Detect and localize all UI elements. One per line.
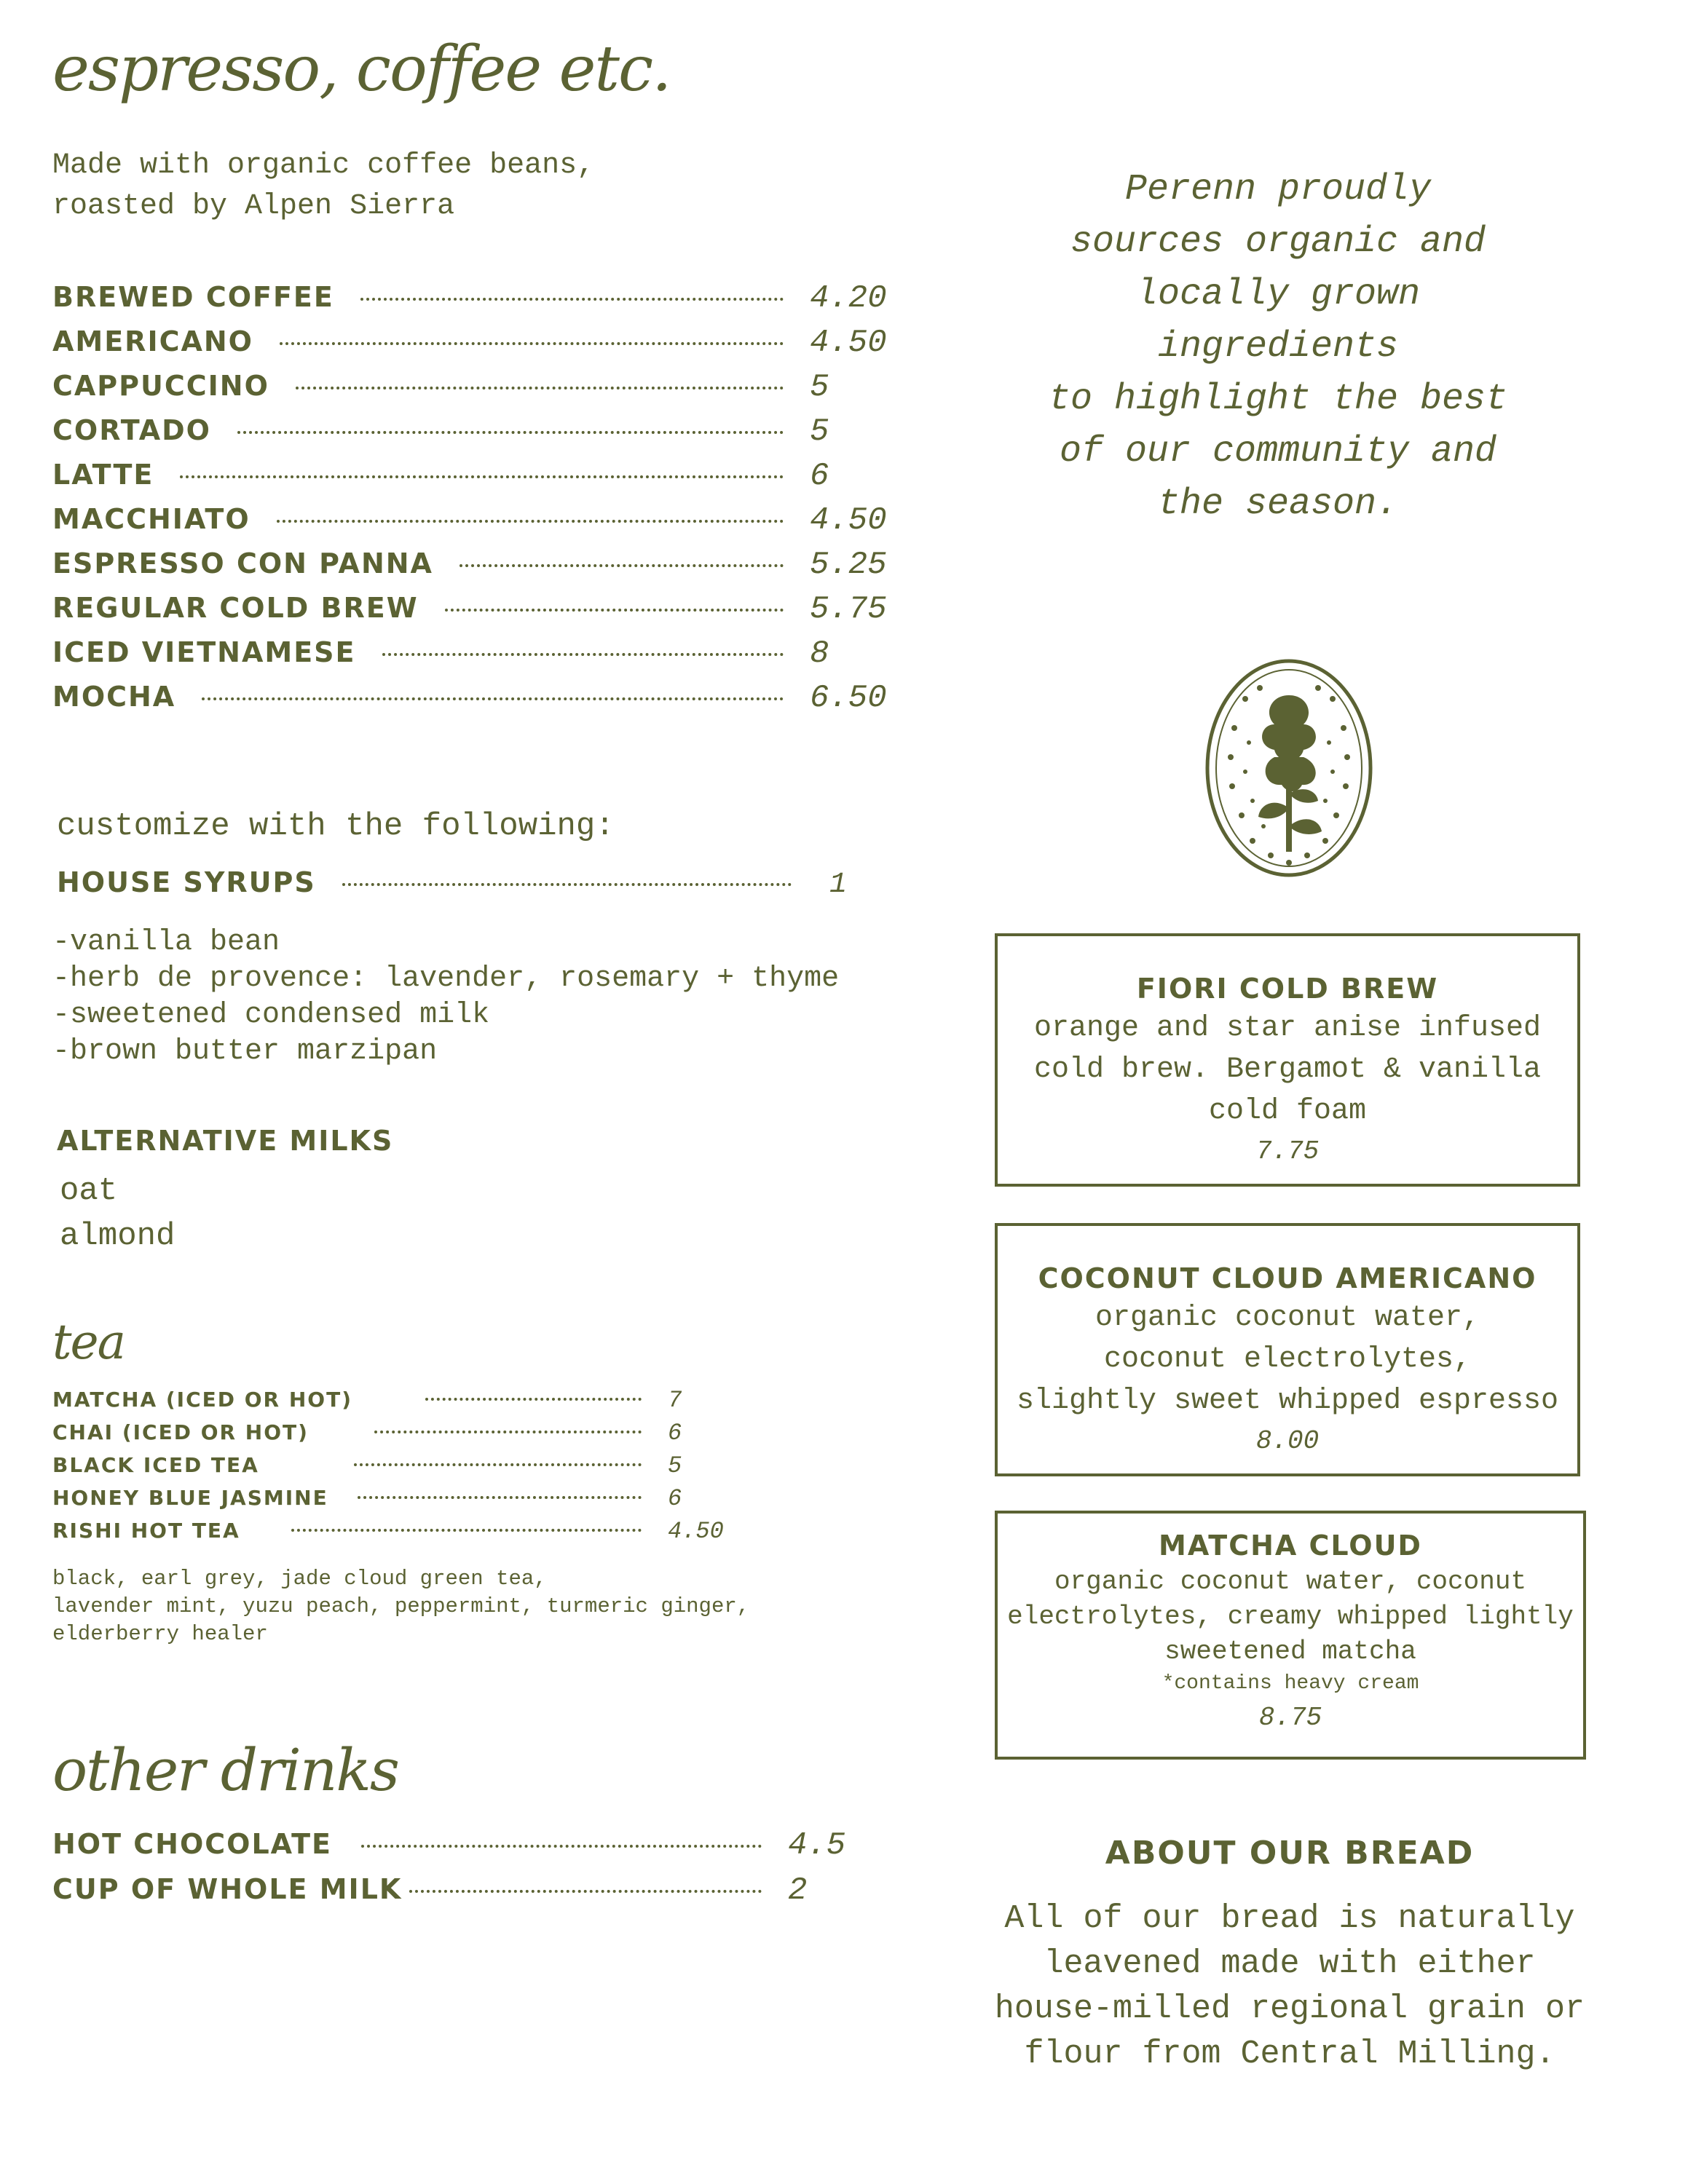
menu-item-price: 7 (668, 1387, 682, 1414)
menu-item-name: AMERICANO (52, 325, 253, 357)
menu-item (52, 369, 890, 413)
dot-leader (354, 1463, 642, 1466)
dot-leader (180, 475, 784, 478)
dot-leader (425, 1398, 642, 1401)
menu-item (52, 1485, 722, 1512)
milk-list: oat almond (60, 1173, 175, 1254)
dot-leader (445, 609, 784, 612)
dot-leader (360, 298, 784, 301)
dot-leader (409, 1890, 762, 1893)
menu-item-name: ICED VIETNAMESE (52, 636, 356, 668)
menu-item-name: HOUSE SYRUPS (57, 866, 316, 898)
menu-item-name: RISHI HOT TEA (52, 1519, 240, 1543)
special-name: MATCHA CLOUD (1159, 1530, 1422, 1562)
special-coconut-cloud-americano (995, 1223, 1580, 1476)
section-title-other-drinks: other drinks (52, 1736, 398, 1804)
menu-item-name: CAPPUCCINO (52, 370, 269, 402)
menu-item-price: 4.50 (668, 1518, 724, 1545)
customize-heading: customize with the following: (57, 808, 615, 844)
special-fiori-cold-brew (995, 933, 1580, 1187)
syrup-list: -vanilla bean -herb de provence: lavender, rosemary + thyme -sweetened condensed milk -brown butter marzipan (52, 926, 840, 1068)
menu-item (52, 502, 890, 546)
menu-item-price: 4.50 (810, 502, 887, 539)
menu-item (52, 1387, 722, 1414)
menu-item-price: 5 (668, 1452, 682, 1479)
menu-item-name: MACCHIATO (52, 503, 251, 535)
tagline: Perenn proudly sources organic and locally grown ingredients to highlight the best of our community and the season. (1048, 169, 1508, 525)
menu-item (52, 680, 890, 724)
bread-description: All of our bread is naturally leavened made with either house-milled regional grain or flour from Central Milling. (994, 1900, 1585, 2073)
menu-item (52, 1518, 722, 1545)
menu-item-name: CHAI (ICED OR HOT) (52, 1420, 309, 1444)
menu-item-price: 8 (810, 636, 829, 672)
dot-leader (296, 387, 784, 389)
menu-item (52, 414, 890, 457)
menu-item-name: REGULAR COLD BREW (52, 592, 419, 624)
menu-item (52, 591, 890, 635)
menu-item-name: ESPRESSO CON PANNA (52, 547, 433, 579)
menu-item (52, 458, 890, 502)
floral-oval-emblem-icon (1202, 655, 1376, 881)
dot-leader (277, 520, 784, 523)
menu-item (52, 1827, 853, 1864)
menu-item-price: 5 (810, 414, 829, 450)
special-price: 8.00 (1255, 1426, 1320, 1456)
espresso-intro: Made with organic coffee beans, roasted by Alpen Sierra (52, 149, 595, 223)
special-description: organic coconut water, coconut electrolytes, slightly sweet whipped espresso (1016, 1302, 1559, 1417)
special-price: 7.75 (1255, 1136, 1320, 1166)
menu-item-price: 4.50 (810, 325, 887, 361)
section-title-espresso: espresso, coffee etc. (52, 33, 671, 106)
menu-item-name: LATTE (52, 459, 154, 491)
special-matcha-cloud (995, 1511, 1586, 1760)
dot-leader (342, 883, 792, 886)
dot-leader (374, 1431, 642, 1433)
menu-item-price: 5 (810, 369, 829, 405)
menu-item-name: MOCHA (52, 681, 176, 713)
menu-item (52, 325, 890, 368)
menu-item (52, 636, 890, 679)
special-description: orange and star anise infused cold brew. Bergamot & vanilla cold foam (1033, 1012, 1542, 1128)
menu-item-house-syrups (57, 866, 847, 901)
menu-item-name: CUP OF WHOLE MILK (52, 1873, 403, 1905)
menu-item-price: 1 (829, 869, 847, 901)
special-description: organic coconut water, coconut electrolytes, creamy whipped lightly sweetened matcha (1007, 1567, 1574, 1666)
menu-item-name: MATCHA (ICED OR HOT) (52, 1388, 352, 1412)
menu-item (52, 547, 890, 590)
menu-item (52, 1872, 853, 1909)
menu-item-price: 2 (788, 1872, 808, 1909)
menu-item-price: 4.20 (810, 280, 887, 317)
dot-leader (280, 342, 784, 345)
dot-leader (361, 1845, 762, 1848)
menu-item-price: 5.25 (810, 547, 887, 583)
menu-item-price: 6 (668, 1485, 682, 1512)
hot-tea-flavors: black, earl grey, jade cloud green tea, lavender mint, yuzu peach, peppermint, turmeric ginger, elderberry healer (52, 1567, 750, 1646)
menu-item-name: BLACK ICED TEA (52, 1453, 259, 1477)
menu-item-name: HOT CHOCOLATE (52, 1828, 332, 1860)
menu-item-price: 6.50 (810, 680, 887, 716)
dot-leader (237, 431, 784, 434)
menu-item (52, 1420, 722, 1447)
special-price: 8.75 (1258, 1703, 1322, 1733)
dot-leader (358, 1496, 642, 1499)
bread-heading: ABOUT OUR BREAD (1105, 1835, 1475, 1872)
menu-item-price: 6 (668, 1420, 682, 1447)
menu-item-price: 4.5 (788, 1827, 846, 1864)
menu-item-price: 5.75 (810, 591, 887, 628)
menu-item-name: HONEY BLUE JASMINE (52, 1486, 328, 1510)
alternative-milks-heading: ALTERNATIVE MILKS (57, 1125, 394, 1157)
menu-item-price: 6 (810, 458, 829, 494)
dot-leader (382, 653, 784, 656)
special-name: COCONUT CLOUD AMERICANO (1038, 1262, 1537, 1294)
special-note: *contains heavy cream (1162, 1672, 1419, 1695)
section-title-tea: tea (52, 1314, 125, 1370)
dot-leader (291, 1529, 642, 1532)
dot-leader (202, 697, 784, 700)
menu-item (52, 280, 890, 324)
menu-item (52, 1452, 722, 1479)
menu-item-name: BREWED COFFEE (52, 281, 334, 313)
dot-leader (460, 564, 784, 567)
special-name: FIORI COLD BREW (1136, 973, 1439, 1005)
menu-item-name: CORTADO (52, 414, 211, 446)
